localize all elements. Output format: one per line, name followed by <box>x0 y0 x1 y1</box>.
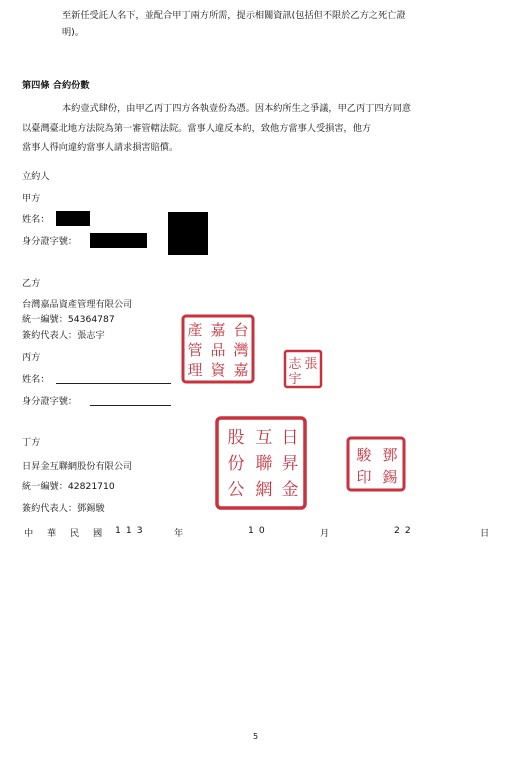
svg-text:管: 管 <box>187 341 203 359</box>
svg-text:昇: 昇 <box>281 454 299 474</box>
body-line: 明)。 <box>62 27 84 38</box>
party-d-tax-id: 統一編號：42821710 <box>22 481 115 492</box>
party-b-tax-id: 統一編號：54364787 <box>22 314 115 325</box>
signature-line <box>56 383 171 384</box>
party-c-id-label: 身分證字號： <box>22 396 78 407</box>
svg-text:灣: 灣 <box>233 341 249 359</box>
party-c-name-label: 姓名： <box>22 374 50 385</box>
svg-text:互: 互 <box>255 428 273 448</box>
date-day: 22 <box>394 525 416 536</box>
svg-text:金: 金 <box>281 480 299 500</box>
svg-text:錫: 錫 <box>382 468 398 486</box>
svg-text:張: 張 <box>304 357 318 372</box>
party-b-representative: 簽約代表人：張志宇 <box>22 330 105 341</box>
svg-text:印: 印 <box>356 468 372 486</box>
party-a-name-label: 姓名： <box>22 214 50 225</box>
company-seal-party-d <box>214 415 308 511</box>
svg-text:網: 網 <box>255 480 273 500</box>
date-day-unit: 日 <box>480 528 490 539</box>
svg-text:台: 台 <box>233 321 249 339</box>
party-d-representative: 簽約代表人：鄧錫駿 <box>22 503 105 514</box>
body-line: 至新任受託人名下，並配合甲丁兩方所需，提示相關資訊(包括但不限於乙方之死亡證 <box>62 10 406 21</box>
date-char: 中 <box>24 528 34 539</box>
svg-text:宇: 宇 <box>288 372 302 387</box>
svg-text:公: 公 <box>227 480 245 500</box>
party-b-label: 乙方 <box>22 278 41 289</box>
party-a-id-label: 身分證字號： <box>22 236 78 247</box>
svg-text:駿: 駿 <box>356 446 372 464</box>
party-a-label: 甲方 <box>22 193 41 204</box>
date-year-unit: 年 <box>174 528 184 539</box>
company-seal-party-b <box>180 313 256 385</box>
party-d-label: 丁方 <box>22 437 41 448</box>
date-month-unit: 月 <box>320 528 330 539</box>
article-heading: 第四條 合約份數 <box>22 80 90 91</box>
svg-text:志: 志 <box>288 357 302 372</box>
svg-text:嘉: 嘉 <box>233 361 249 379</box>
svg-text:品: 品 <box>210 341 226 359</box>
page-number: 5 <box>253 732 259 741</box>
svg-text:日: 日 <box>281 428 299 448</box>
party-b-company: 台灣嘉品資產管理有限公司 <box>22 299 133 310</box>
body-line: 當事人得向違約當事人請求損害賠償。 <box>22 142 179 153</box>
date-char: 國 <box>93 528 103 539</box>
body-line: 以臺灣臺北地方法院為第一審管轄法院。當事人違反本約，致他方當事人受損害，他方 <box>22 123 372 134</box>
svg-text:股: 股 <box>227 428 245 448</box>
party-d-company: 日昇金互聯網股份有限公司 <box>22 461 133 472</box>
svg-text:理: 理 <box>187 361 203 379</box>
svg-text:份: 份 <box>227 454 245 474</box>
personal-seal-party-d <box>346 436 406 492</box>
date-char: 華 <box>47 528 57 539</box>
svg-text:資: 資 <box>210 361 226 379</box>
date-month: 10 <box>248 525 270 536</box>
party-c-label: 丙方 <box>22 352 41 363</box>
redacted-id-number <box>90 233 147 248</box>
svg-text:聯: 聯 <box>255 454 273 474</box>
redacted-name <box>56 211 90 226</box>
body-line: 本約壹式肆份，由甲乙丙丁四方各執壹份為憑。因本約所生之爭議，甲乙丙丁四方同意 <box>62 103 412 114</box>
redacted-signature <box>168 212 208 255</box>
date-char: 民 <box>70 528 80 539</box>
signature-line <box>90 405 171 406</box>
date-year: 113 <box>115 525 148 536</box>
svg-text:嘉: 嘉 <box>210 321 226 339</box>
personal-seal-party-b <box>283 349 323 389</box>
svg-text:鄧: 鄧 <box>382 446 398 464</box>
svg-text:產: 產 <box>187 321 203 339</box>
signatories-heading: 立約人 <box>22 171 50 182</box>
